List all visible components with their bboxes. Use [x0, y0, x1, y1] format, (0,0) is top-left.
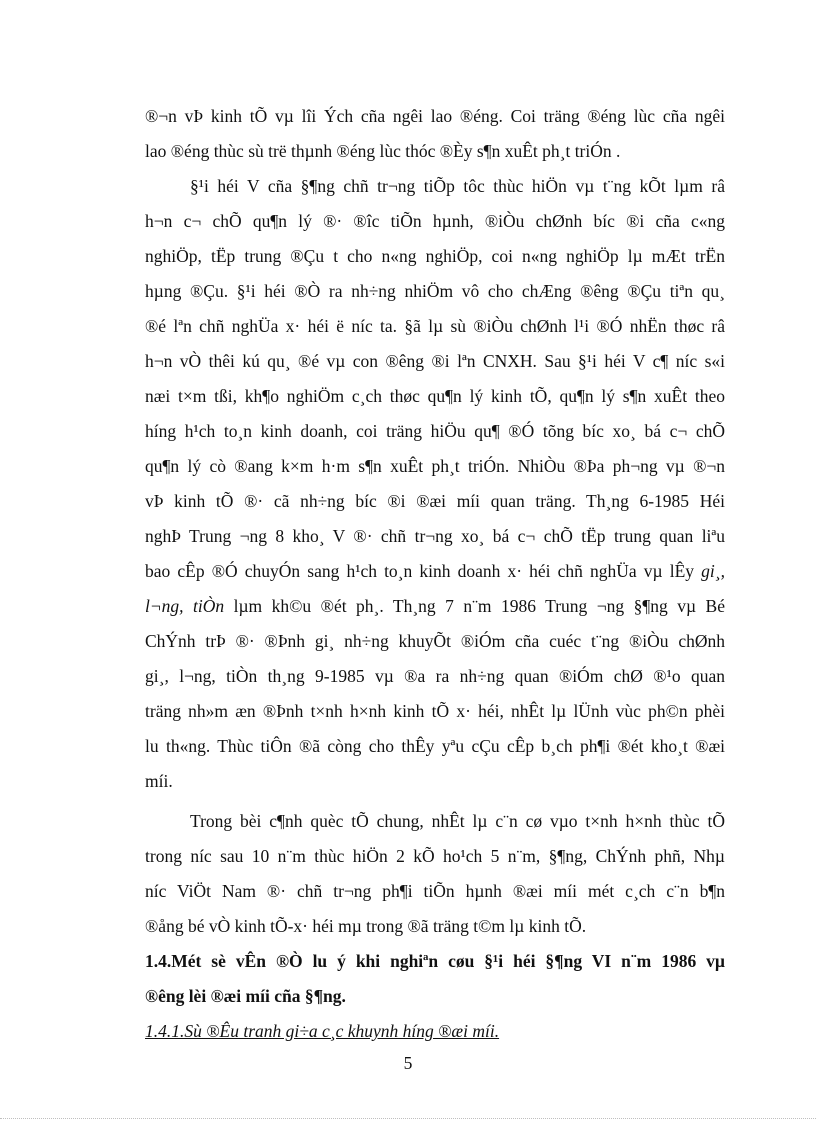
- paragraph-line: níc ViÖt Nam ®· chñ tr¬ng ph¶i tiÕn hµnh ®æi míi mét c¸ch c¨n b¶n: [145, 881, 725, 901]
- subsection-heading: 1.4.1.Sù ®Êu tranh gi÷a c¸c khuynh híng ®æi míi.: [145, 1021, 500, 1041]
- paragraph-line: h¬n vÒ thêi kú qu¸ ®é vµ con ®êng ®i lªn CNXH. Sau §¹i héi V c¶ níc s«i: [145, 351, 725, 371]
- page-number: 5: [403, 1053, 413, 1073]
- page-bottom-rule: [0, 1118, 816, 1119]
- paragraph-line: träng nh»m æn ®Þnh t×nh h×nh kinh tÕ x· héi, nhÊt lµ lÜnh vùc ph©n phèi: [145, 701, 725, 721]
- paragraph-line: ®é lªn chñ nghÜa x· héi ë níc ta. §ã lµ sù ®iÒu chØnh l¹i ®Ó nhËn thøc râ: [145, 316, 725, 336]
- paragraph-line: næi t×m tßi, kh¶o nghiÖm c¸ch thøc qu¶n lý kinh tÕ, qu¶n lý s¶n xuÊt theo: [145, 386, 725, 406]
- paragraph-line: ®ång bé vÒ kinh tÕ-x· héi mµ trong ®ã träng t©m lµ kinh tÕ.: [145, 916, 587, 936]
- paragraph-line: híng h¹ch to¸n kinh doanh, coi träng hiÖu qu¶ ®Ó tõng bíc xo¸ bá c¬ chÕ: [145, 421, 725, 441]
- paragraph-line: lu th«ng. Thùc tiÔn ®ã còng cho thÊy yªu cÇu cÊp b¸ch ph¶i ®ét kho¸t ®æi: [145, 736, 725, 756]
- paragraph-line: vÞ kinh tÕ ®· cã nh÷ng bíc ®i ®æi míi quan träng. Th¸ng 6-1985 Héi: [145, 491, 725, 511]
- paragraph-line: lao ®éng thùc sù trë thµnh ®éng lùc thóc ®Èy s¶n xuÊt ph¸t triÓn .: [145, 141, 621, 161]
- paragraph-line: l¬ng, tiÒn lµm kh©u ®ét ph¸. Th¸ng 7 n¨m 1986 Trung ¬ng §¶ng vµ Bé: [145, 596, 725, 616]
- paragraph-line: hµng ®Çu. §¹i héi ®Ò ra nh÷ng nhiÖm vô cho chÆng ®êng ®Çu tiªn qu¸: [145, 281, 725, 301]
- paragraph-line: h¬n c¬ chÕ qu¶n lý ®· ®îc tiÕn hµnh, ®iÒu chØnh bíc ®i cña c«ng: [145, 211, 725, 231]
- paragraph-line: bao cÊp ®Ó chuyÓn sang h¹ch to¸n kinh doanh x· héi chñ nghÜa vµ lÊy gi¸,: [145, 561, 725, 581]
- section-heading: ®êng lèi ®æi míi cña §¶ng.: [145, 986, 346, 1006]
- italic-phrase: gi¸,: [701, 561, 725, 581]
- section-heading: 1.4.Mét sè vÊn ®Ò lu ý khi nghiªn cøu §¹i héi §¶ng VI n¨m 1986 vµ: [145, 951, 725, 971]
- paragraph-line: míi.: [145, 771, 173, 791]
- paragraph-line: gi¸, l¬ng, tiÒn th¸ng 9-1985 vµ ®a ra nh÷ng quan ®iÓm chØ ®¹o quan: [145, 666, 725, 686]
- paragraph-line: ®¬n vÞ kinh tÕ vµ lîi Ých cña ngêi lao ®éng. Coi träng ®éng lùc cña ngêi: [145, 106, 725, 126]
- paragraph-line: nghiÖp, tËp trung ®Çu t cho n«ng nghiÖp, coi n«ng nghiÖp lµ mÆt trËn: [145, 246, 725, 266]
- paragraph-line: qu¶n lý cò ®ang k×m h·m s¶n xuÊt ph¸t triÓn. NhiÒu ®Þa ph¬ng vµ ®¬n: [145, 456, 725, 476]
- paragraph-line: nghÞ Trung ¬ng 8 kho¸ V ®· chñ tr¬ng xo¸ bá c¬ chÕ tËp trung quan liªu: [145, 526, 725, 546]
- paragraph-line: §¹i héi V cña §¶ng chñ tr¬ng tiÕp tôc thùc hiÖn vµ t¨ng kÕt lµm râ: [190, 176, 725, 196]
- paragraph-line: Trong bèi c¶nh quèc tÕ chung, nhÊt lµ c¨n cø vµo t×nh h×nh thùc tÕ: [190, 811, 725, 831]
- italic-phrase: l¬ng, tiÒn: [145, 596, 225, 616]
- paragraph-line: trong níc sau 10 n¨m thùc hiÖn 2 kÕ ho¹ch 5 n¨m, §¶ng, ChÝnh phñ, Nhµ: [145, 846, 725, 866]
- paragraph-line: ChÝnh trÞ ®· ®Þnh gi¸ nh÷ng khuyÕt ®iÓm cña cuéc t¨ng ®iÒu chØnh: [145, 631, 725, 651]
